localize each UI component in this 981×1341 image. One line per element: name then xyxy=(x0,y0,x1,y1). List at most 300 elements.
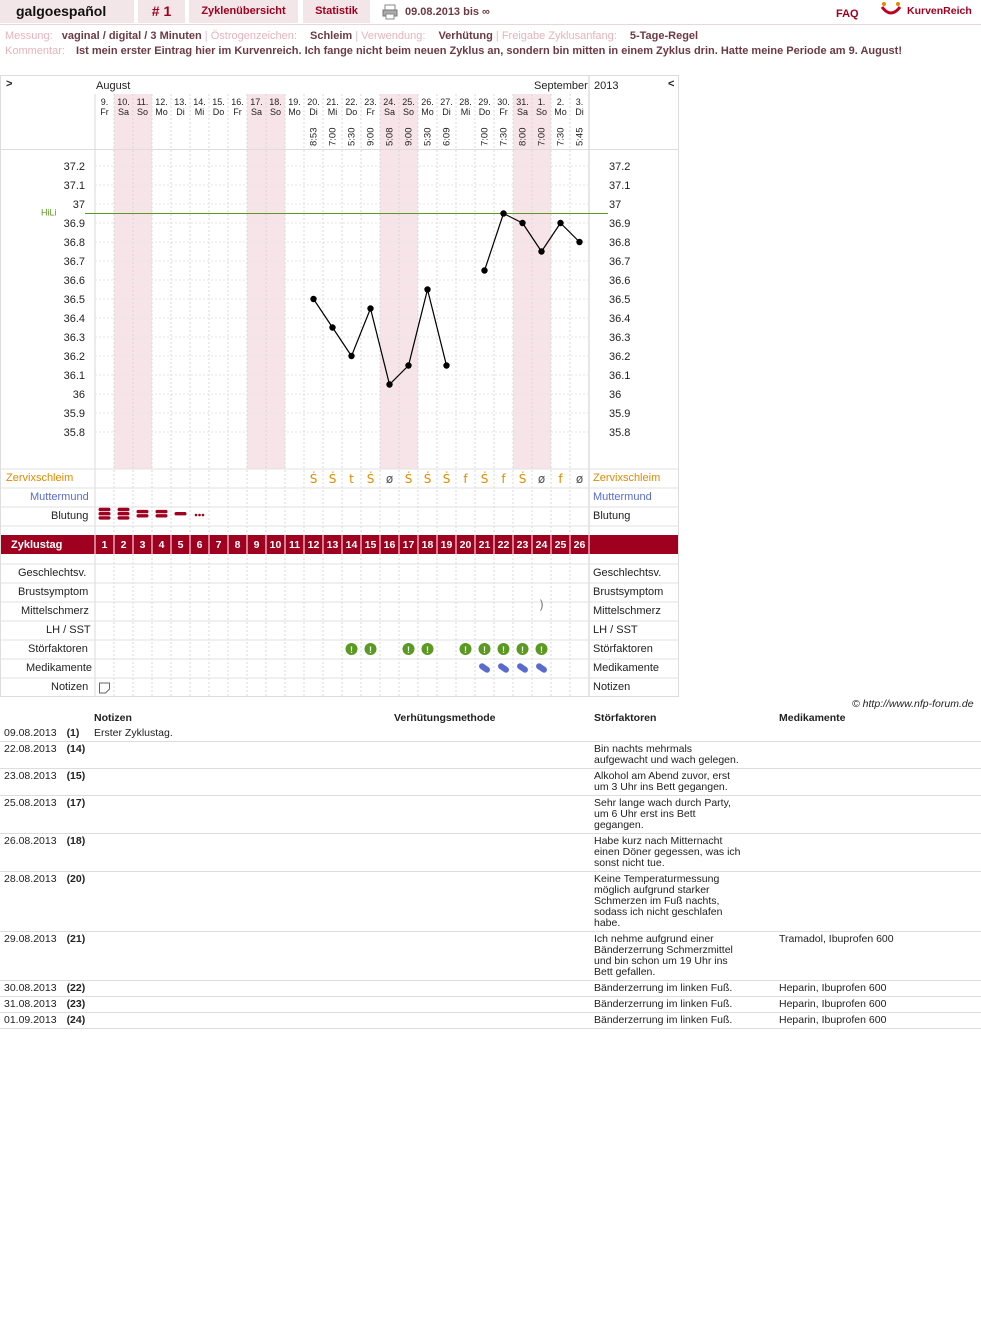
y-tick-label-left: 36.5 xyxy=(63,294,85,306)
row-label-notes-right: Notizen xyxy=(593,681,631,693)
cycle-day-number: 19 xyxy=(440,539,453,551)
notes-table-header xyxy=(0,710,981,726)
disturbance-icon-mark: ! xyxy=(426,645,429,655)
note-cycle-day: (14) xyxy=(66,743,86,755)
notes-table xyxy=(0,710,981,1029)
disturbance-icon-mark: ! xyxy=(369,645,372,655)
note-text xyxy=(90,742,390,769)
month-august: August xyxy=(96,80,131,92)
day-date-label: 23. xyxy=(364,97,377,107)
y-tick-label-left: 36.9 xyxy=(63,218,85,230)
mucus-symbol: Ṡ xyxy=(423,472,432,486)
cycle-day-number: 26 xyxy=(573,539,586,551)
bleeding-mark xyxy=(118,512,130,515)
note-date: 09.08.2013 xyxy=(4,727,57,739)
cycle-day-number: 10 xyxy=(269,539,282,551)
measure-time-label: 5:45 xyxy=(574,127,586,146)
row-label-meds: Medikamente xyxy=(26,662,93,674)
temperature-point xyxy=(310,296,316,302)
nav-next-button[interactable]: < xyxy=(668,78,675,90)
cycle-day-number: 15 xyxy=(364,539,377,551)
bleeding-spotting-dot xyxy=(195,514,198,517)
cycle-day-number: 25 xyxy=(554,539,567,551)
day-weekday-label: Fr xyxy=(100,107,109,117)
comment-label: Kommentar: xyxy=(5,45,65,57)
y-tick-label-left: 36.8 xyxy=(63,237,85,249)
y-tick-label-left: 37.1 xyxy=(63,180,85,192)
col-method: Verhütungsmethode xyxy=(394,712,496,724)
bleeding-mark xyxy=(118,508,130,511)
day-weekday-label: Sa xyxy=(250,107,263,117)
mucus-symbol: f xyxy=(463,472,468,486)
note-method xyxy=(390,726,590,742)
mucus-symbol: ø xyxy=(575,472,584,486)
col-disturb: Störfaktoren xyxy=(594,712,657,724)
use-label: Verwendung: xyxy=(361,30,426,42)
cycle-day-number: 23 xyxy=(516,539,529,551)
day-weekday-label: Mi xyxy=(194,107,205,117)
tab-statistics[interactable]: Statistik xyxy=(303,0,370,23)
measure-time-label: 5:30 xyxy=(346,127,358,146)
day-weekday-label: So xyxy=(136,107,149,117)
row-label-sex: Geschlechtsv. xyxy=(18,567,87,579)
note-icon xyxy=(100,683,110,693)
note-date-cell xyxy=(0,834,90,872)
note-date: 25.08.2013 xyxy=(4,797,57,809)
bleeding-mark xyxy=(118,516,130,519)
cycle-day-number: 2 xyxy=(120,539,127,551)
row-label-bleeding-right: Blutung xyxy=(593,510,631,522)
note-disturb: Bänderzerrung im linken Fuß. xyxy=(590,997,775,1013)
temperature-point xyxy=(576,239,582,245)
y-tick-label-right: 36.3 xyxy=(609,332,631,344)
note-method xyxy=(390,997,590,1013)
day-weekday-label: Mo xyxy=(155,107,168,117)
bleeding-mark xyxy=(137,510,149,513)
note-disturb: Bänderzerrung im linken Fuß. xyxy=(590,981,775,997)
nav-prev-button[interactable]: > xyxy=(6,78,13,90)
note-meds: Heparin, Ibuprofen 600 xyxy=(775,997,981,1013)
day-weekday-label: Mo xyxy=(288,107,301,117)
estrogen-label: Östrogenzeichen: xyxy=(210,30,297,42)
day-weekday-label: Di xyxy=(176,107,185,117)
cycle-day-number: 6 xyxy=(196,539,203,551)
cycle-day-number: 8 xyxy=(234,539,241,551)
note-text xyxy=(90,872,390,932)
y-tick-label-right: 36.4 xyxy=(609,313,631,325)
day-date-label: 18. xyxy=(269,97,282,107)
measure-time-label: 8:00 xyxy=(517,127,529,146)
day-date-label: 28. xyxy=(459,97,472,107)
cycle-chart xyxy=(0,75,679,697)
row-label-cervix-right: Muttermund xyxy=(593,491,652,503)
note-date-cell xyxy=(0,726,90,742)
measure-time-label: 9:00 xyxy=(403,127,415,146)
faq-link[interactable]: FAQ xyxy=(836,8,859,20)
note-meds: Heparin, Ibuprofen 600 xyxy=(775,981,981,997)
cycle-day-number: 18 xyxy=(421,539,434,551)
note-meds: Heparin, Ibuprofen 600 xyxy=(775,1013,981,1029)
notes-table-row xyxy=(0,872,981,932)
temperature-point xyxy=(538,248,544,254)
day-date-label: 2. xyxy=(556,97,565,107)
temperature-point xyxy=(367,305,373,311)
comment-line xyxy=(5,45,902,57)
mucus-symbol: Ṡ xyxy=(309,472,318,486)
year-label: 2013 xyxy=(594,80,619,92)
temperature-point xyxy=(386,381,392,387)
divider xyxy=(1,149,678,150)
cycle-day-number: 12 xyxy=(307,539,320,551)
note-date: 31.08.2013 xyxy=(4,998,57,1010)
note-meds xyxy=(775,742,981,769)
day-date-label: 1. xyxy=(537,97,546,107)
note-text xyxy=(90,997,390,1013)
y-tick-label-left: 37 xyxy=(72,199,85,211)
release-value: 5-Tage-Regel xyxy=(629,30,699,42)
printer-icon[interactable] xyxy=(382,4,398,20)
measure-time-label: 5:30 xyxy=(422,127,434,146)
cycle-day-number: 11 xyxy=(288,539,301,551)
day-date-label: 21. xyxy=(326,97,339,107)
medication-pill-icon xyxy=(497,662,510,674)
brand-name[interactable]: KurvenReich xyxy=(907,5,972,17)
row-label-bleeding: Blutung xyxy=(51,510,89,522)
y-tick-label-right: 35.9 xyxy=(609,408,631,420)
note-date: 28.08.2013 xyxy=(4,873,57,885)
note-disturb: Bänderzerrung im linken Fuß. xyxy=(590,1013,775,1029)
note-cycle-day: (21) xyxy=(66,933,86,945)
row-label-midpain: Mittelschmerz xyxy=(21,605,89,617)
mucus-symbol: ø xyxy=(537,472,546,486)
temperature-point xyxy=(329,324,335,330)
note-method xyxy=(390,981,590,997)
note-meds xyxy=(775,872,981,932)
day-weekday-label: Sa xyxy=(383,107,396,117)
note-meds xyxy=(775,726,981,742)
row-label-disturb-right: Störfaktoren xyxy=(593,643,653,655)
note-meds xyxy=(775,796,981,834)
cycle-day-number: 1 xyxy=(101,539,108,551)
day-weekday-label: Fr xyxy=(499,107,508,117)
midpain-icon: ) xyxy=(539,598,544,612)
mucus-symbol: Ṡ xyxy=(404,472,413,486)
day-weekday-label: Mo xyxy=(421,107,434,117)
note-date: 23.08.2013 xyxy=(4,770,57,782)
mucus-symbol: Ṡ xyxy=(480,472,489,486)
day-date-label: 26. xyxy=(421,97,434,107)
row-label-lh: LH / SST xyxy=(46,624,91,636)
note-disturb: Habe kurz nach Mitternacht einen Döner gegessen, was ich sonst nicht tue. xyxy=(590,834,775,872)
note-meds xyxy=(775,769,981,796)
note-date-cell xyxy=(0,742,90,769)
measure-time-label: 8:53 xyxy=(308,127,320,146)
note-date: 30.08.2013 xyxy=(4,982,57,994)
note-cycle-day: (15) xyxy=(66,770,86,782)
note-disturb xyxy=(590,726,775,742)
temperature-point xyxy=(348,353,354,359)
medication-pill-icon xyxy=(535,662,548,674)
day-date-label: 24. xyxy=(383,97,396,107)
row-label-midpain-right: Mittelschmerz xyxy=(593,605,661,617)
note-date: 29.08.2013 xyxy=(4,933,57,945)
notes-table-row xyxy=(0,997,981,1013)
temperature-point xyxy=(424,286,430,292)
day-date-label: 9. xyxy=(100,97,109,107)
day-weekday-label: So xyxy=(402,107,415,117)
day-weekday-label: Sa xyxy=(117,107,130,117)
bleeding-mark xyxy=(99,516,111,519)
note-method xyxy=(390,742,590,769)
day-weekday-label: Fr xyxy=(366,107,375,117)
note-meds xyxy=(775,834,981,872)
y-tick-label-right: 36.8 xyxy=(609,237,631,249)
measure-time-label: 7:00 xyxy=(479,127,491,146)
y-tick-label-right: 37.2 xyxy=(609,161,631,173)
notes-table-row xyxy=(0,726,981,742)
note-method xyxy=(390,1013,590,1029)
row-label-cycleday: Zyklustag xyxy=(11,539,63,551)
mucus-symbol: f xyxy=(501,472,506,486)
disturbance-icon-mark: ! xyxy=(483,645,486,655)
notes-table-row xyxy=(0,981,981,997)
y-tick-label-left: 36.4 xyxy=(63,313,85,325)
y-tick-label-right: 35.8 xyxy=(609,427,631,439)
y-tick-label-right: 36.9 xyxy=(609,218,631,230)
day-weekday-label: Fr xyxy=(233,107,242,117)
note-text xyxy=(90,796,390,834)
temperature-chart-svg xyxy=(1,76,678,696)
cycle-number-tab[interactable]: # 1 xyxy=(138,0,185,23)
note-text xyxy=(90,981,390,997)
day-date-label: 12. xyxy=(155,97,168,107)
day-weekday-label: Mo xyxy=(554,107,567,117)
note-text: Erster Zyklustag. xyxy=(90,726,390,742)
cycle-day-number: 7 xyxy=(215,539,222,551)
measure-value: vaginal / digital / 3 Minuten xyxy=(61,30,202,42)
note-cycle-day: (23) xyxy=(66,998,86,1010)
mucus-symbol: Ṡ xyxy=(366,472,375,486)
mucus-symbol: Ṡ xyxy=(328,472,337,486)
measure-time-label: 7:30 xyxy=(498,127,510,146)
note-method xyxy=(390,834,590,872)
row-label-sex-right: Geschlechtsv. xyxy=(593,567,662,579)
row-label-breast-right: Brustsymptom xyxy=(593,586,664,598)
note-date: 22.08.2013 xyxy=(4,743,57,755)
day-date-label: 3. xyxy=(575,97,584,107)
copyright: © http://www.nfp-forum.de xyxy=(852,698,974,710)
note-disturb: Ich nehme aufgrund einer Bänderzerrung Schmerzmittel und bin schon um 19 Uhr ins Bett gefallen. xyxy=(590,932,775,981)
y-tick-label-left: 36.1 xyxy=(63,370,85,382)
bleeding-spotting-dot xyxy=(198,514,201,517)
col-meds: Medikamente xyxy=(779,712,846,724)
day-date-label: 30. xyxy=(497,97,510,107)
note-date: 01.09.2013 xyxy=(4,1014,57,1026)
bleeding-mark xyxy=(175,512,187,515)
y-tick-label-right: 36 xyxy=(609,389,622,401)
mucus-symbol: f xyxy=(558,472,563,486)
row-label-meds-right: Medikamente xyxy=(593,662,660,674)
cycle-day-number: 13 xyxy=(326,539,339,551)
note-method xyxy=(390,932,590,981)
medication-pill-icon xyxy=(516,662,529,674)
cycle-day-number: 20 xyxy=(459,539,472,551)
y-tick-label-left: 36 xyxy=(72,389,85,401)
y-tick-label-right: 36.1 xyxy=(609,370,631,382)
note-date-cell xyxy=(0,872,90,932)
bleeding-mark xyxy=(156,514,168,517)
temperature-point xyxy=(519,220,525,226)
y-tick-label-left: 36.7 xyxy=(63,256,85,268)
row-label-mucus: Zervixschleim xyxy=(6,472,74,484)
disturbance-icon-mark: ! xyxy=(407,645,410,655)
day-date-label: 11. xyxy=(136,97,149,107)
y-tick-label-right: 36.6 xyxy=(609,275,631,287)
note-date-cell xyxy=(0,981,90,997)
cycle-day-number: 21 xyxy=(478,539,491,551)
note-disturb: Bin nachts mehrmals aufgewacht und wach gelegen. xyxy=(590,742,775,769)
day-date-label: 27. xyxy=(440,97,453,107)
y-tick-label-left: 36.6 xyxy=(63,275,85,287)
y-tick-label-left: 37.2 xyxy=(63,161,85,173)
note-date-cell xyxy=(0,932,90,981)
bleeding-spotting-dot xyxy=(202,514,205,517)
y-tick-label-right: 36.5 xyxy=(609,294,631,306)
disturbance-icon-mark: ! xyxy=(502,645,505,655)
day-weekday-label: Mi xyxy=(460,107,471,117)
day-weekday-label: Do xyxy=(345,107,358,117)
day-weekday-label: So xyxy=(269,107,282,117)
temperature-point xyxy=(557,220,563,226)
note-text xyxy=(90,834,390,872)
measure-time-label: 5:08 xyxy=(384,127,396,146)
day-date-label: 25. xyxy=(402,97,415,107)
cycle-day-number: 17 xyxy=(402,539,415,551)
note-disturb: Keine Temperaturmessung möglich aufgrund starker Schmerzen im Fuß nachts, sodass ich nicht geschlafen habe. xyxy=(590,872,775,932)
use-value: Verhütung xyxy=(438,30,493,42)
notes-table-row xyxy=(0,796,981,834)
row-label-lh-right: LH / SST xyxy=(593,624,638,636)
day-date-label: 20. xyxy=(307,97,320,107)
notes-table-row xyxy=(0,742,981,769)
bleeding-mark xyxy=(99,512,111,515)
cycle-day-number: 22 xyxy=(497,539,510,551)
day-date-label: 31. xyxy=(516,97,529,107)
note-cycle-day: (22) xyxy=(66,982,86,994)
day-date-label: 29. xyxy=(478,97,491,107)
temperature-point xyxy=(405,362,411,368)
mucus-symbol: t xyxy=(349,472,354,486)
day-weekday-label: Di xyxy=(442,107,451,117)
note-cycle-day: (18) xyxy=(66,835,86,847)
temperature-point xyxy=(500,210,506,216)
row-label-mucus-right: Zervixschleim xyxy=(593,472,661,484)
day-date-label: 16. xyxy=(231,97,244,107)
note-meds: Tramadol, Ibuprofen 600 xyxy=(775,932,981,981)
disturbance-icon-mark: ! xyxy=(521,645,524,655)
day-date-label: 14. xyxy=(193,97,206,107)
day-weekday-label: Do xyxy=(478,107,491,117)
notes-table-row xyxy=(0,769,981,796)
notes-table-row xyxy=(0,1013,981,1029)
cycle-day-number: 4 xyxy=(158,539,165,551)
estrogen-value: Schleim xyxy=(310,30,353,42)
note-text xyxy=(90,769,390,796)
header-divider xyxy=(0,24,981,25)
info-line: Messung: vaginal / digital / 3 Minuten | Östrogenzeichen: Schleim | Verwendung: Verhütung | Freigabe Zyklusanfang: 5-Tage-Regel xyxy=(5,30,699,42)
note-cycle-day: (20) xyxy=(66,873,86,885)
medication-pill-icon xyxy=(478,662,491,674)
bleeding-mark xyxy=(156,510,168,513)
brand-logo-icon xyxy=(880,1,902,19)
release-label: Freigabe Zyklusanfang: xyxy=(501,30,617,42)
y-tick-label-right: 36.2 xyxy=(609,351,631,363)
note-date-cell xyxy=(0,1013,90,1029)
row-label-notes: Notizen xyxy=(51,681,89,693)
y-tick-label-left: 35.8 xyxy=(63,427,85,439)
day-date-label: 17. xyxy=(250,97,263,107)
day-date-label: 10. xyxy=(117,97,130,107)
measure-time-label: 7:00 xyxy=(536,127,548,146)
date-range: 09.08.2013 bis ∞ xyxy=(405,6,490,18)
y-tick-label-left: 36.2 xyxy=(63,351,85,363)
disturbance-icon-mark: ! xyxy=(350,645,353,655)
disturbance-icon-mark: ! xyxy=(540,645,543,655)
note-date-cell xyxy=(0,997,90,1013)
note-cycle-day: (17) xyxy=(66,797,86,809)
day-date-label: 19. xyxy=(288,97,301,107)
cycle-day-number: 9 xyxy=(253,539,260,551)
day-date-label: 22. xyxy=(345,97,358,107)
comment-value: Ist mein erster Eintrag hier im Kurvenreich. Ich fange nicht beim neuen Zyklus an, sondern bin mitten in einem Zyklus drin. Hatte meine Periode am 9. August! xyxy=(75,45,902,57)
note-date: 26.08.2013 xyxy=(4,835,57,847)
measure-time-label: 9:00 xyxy=(365,127,377,146)
day-weekday-label: Mi xyxy=(327,107,338,117)
y-tick-label-right: 37 xyxy=(609,199,622,211)
bleeding-mark xyxy=(137,514,149,517)
tab-cycle-overview[interactable]: Zyklenübersicht xyxy=(189,0,298,23)
day-date-label: 15. xyxy=(212,97,225,107)
day-date-label: 13. xyxy=(174,97,187,107)
note-method xyxy=(390,796,590,834)
note-cycle-day: (24) xyxy=(66,1014,86,1026)
measure-time-label: 7:00 xyxy=(327,127,339,146)
day-weekday-label: Sa xyxy=(516,107,529,117)
y-tick-label-left: 35.9 xyxy=(63,408,85,420)
row-label-breast: Brustsymptom xyxy=(18,586,89,598)
note-disturb: Alkohol am Abend zuvor, erst um 3 Uhr ins Bett gegangen. xyxy=(590,769,775,796)
day-weekday-label: Di xyxy=(575,107,584,117)
measure-time-label: 7:30 xyxy=(555,127,567,146)
col-notes: Notizen xyxy=(94,712,132,724)
y-tick-label-right: 36.7 xyxy=(609,256,631,268)
day-weekday-label: Di xyxy=(309,107,318,117)
temperature-point xyxy=(443,362,449,368)
temperature-point xyxy=(481,267,487,273)
disturbance-icon-mark: ! xyxy=(464,645,467,655)
mucus-symbol: Ṡ xyxy=(442,472,451,486)
y-tick-label-right: 37.1 xyxy=(609,180,631,192)
note-date-cell xyxy=(0,769,90,796)
day-weekday-label: So xyxy=(535,107,548,117)
note-text xyxy=(90,932,390,981)
cycle-day-number: 5 xyxy=(177,539,184,551)
measure-time-label: 6:09 xyxy=(441,127,453,146)
user-name: galgoespañol xyxy=(0,0,134,23)
mucus-symbol: Ṡ xyxy=(518,472,527,486)
hili-label: HiLi xyxy=(41,207,57,218)
note-text xyxy=(90,1013,390,1029)
